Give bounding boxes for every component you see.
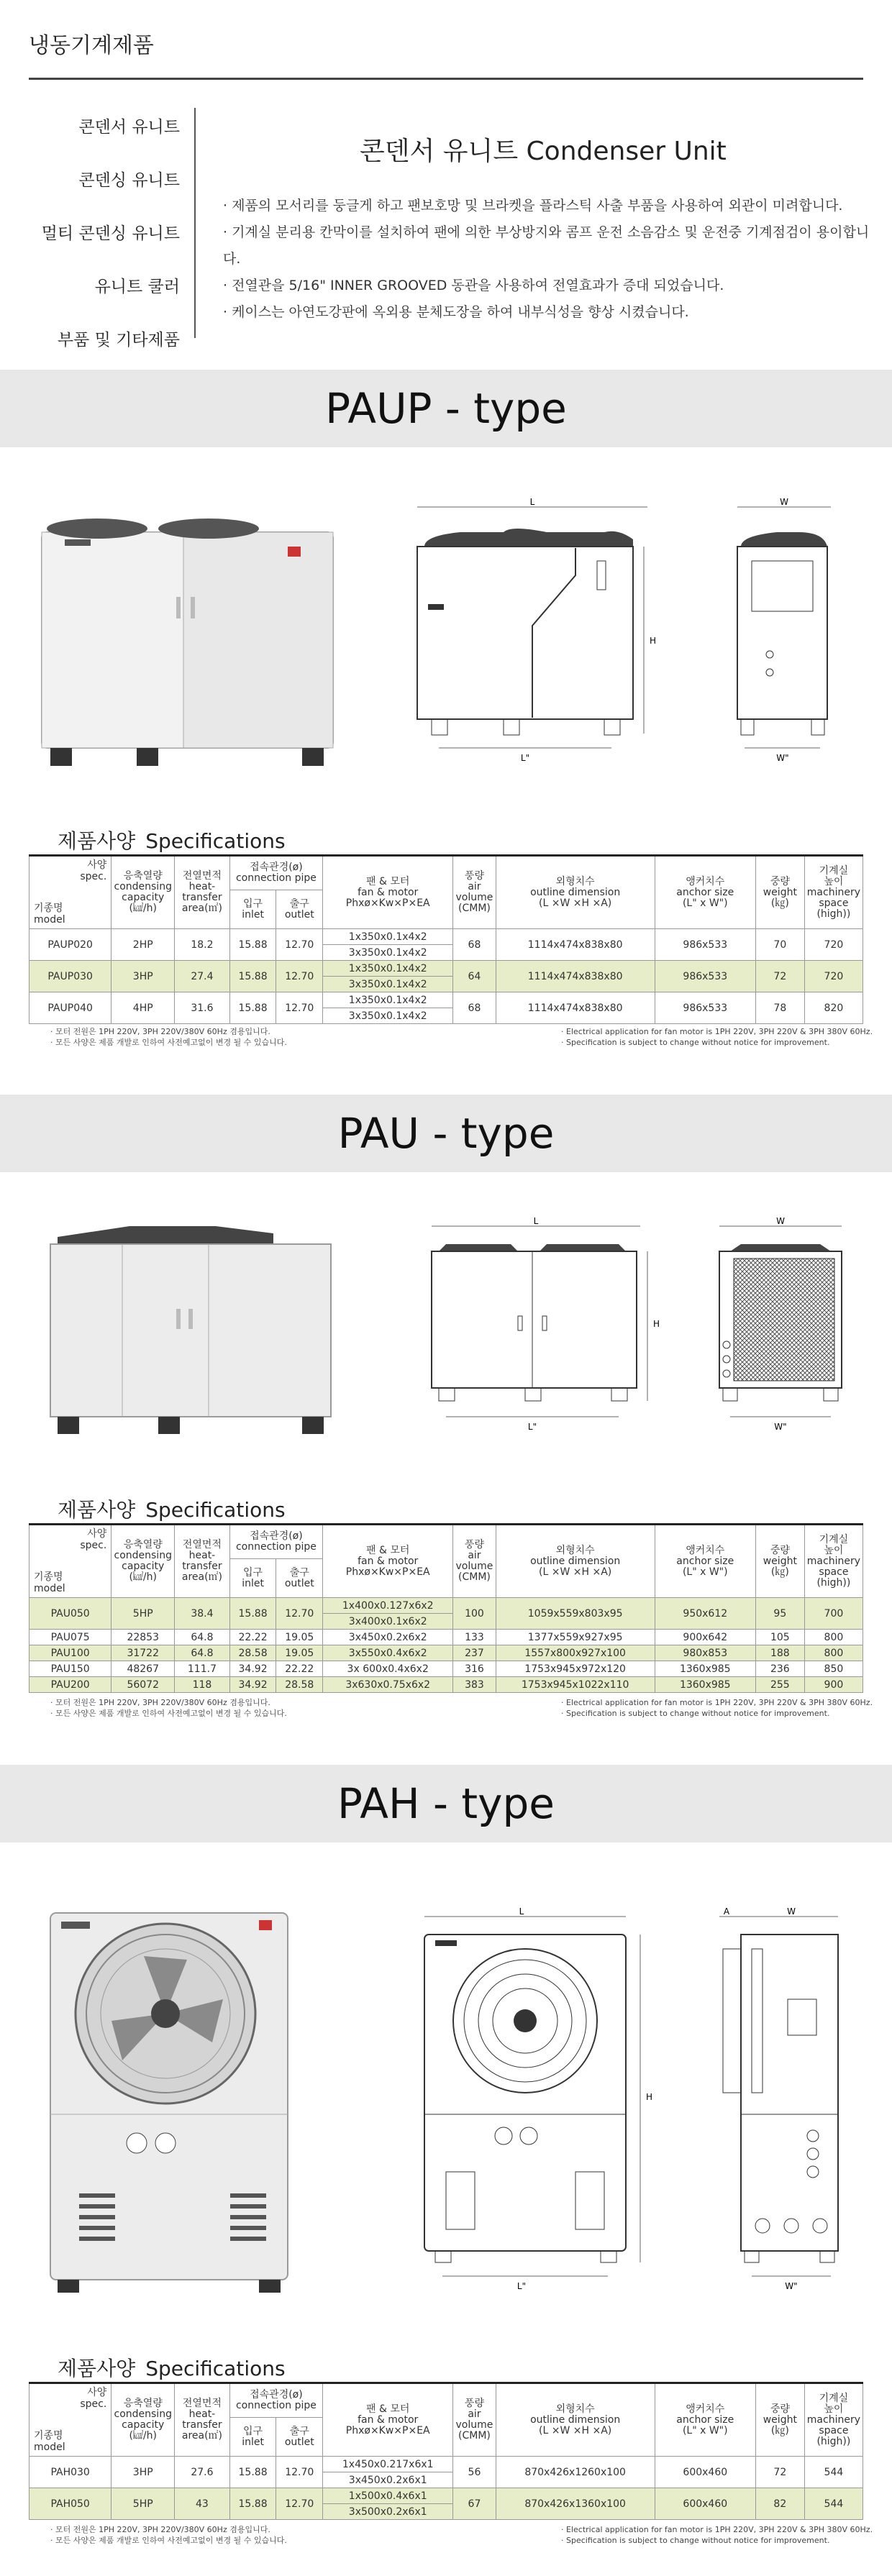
cell-fan-motor: 3x 600x0.4x6x2	[323, 1661, 453, 1677]
cell-capacity: 3HP	[112, 2457, 175, 2488]
paup-product-photo	[29, 489, 352, 777]
note-line: · Electrical application for fan motor is 1PH 220V, 3PH 220V & 3PH 380V 60Hz.	[561, 1698, 873, 1707]
cell-fan-motor: 3x500x0.2x6x1	[323, 2504, 453, 2520]
cell-area: 43	[175, 2488, 230, 2520]
dim-label-l: L	[529, 497, 535, 507]
cell-anchor-size: 900x642	[655, 1630, 755, 1645]
description-line: · 케이스는 아연도강판에 옥외용 분체도장을 하여 내부식성을 향상 시켰습니다.	[223, 304, 689, 320]
cell-area: 27.4	[175, 961, 230, 992]
cell-area: 27.6	[175, 2457, 230, 2488]
cell-weight: 82	[755, 2488, 804, 2520]
cell-anchor-size: 986x533	[655, 929, 755, 961]
header-air: 풍량 air volume (CMM)	[453, 1525, 496, 1598]
pau-product-photo	[29, 1208, 352, 1445]
cell-weight: 255	[755, 1677, 804, 1693]
cell-area: 18.2	[175, 929, 230, 961]
cell-machinery-space: 700	[804, 1598, 863, 1630]
cell-inlet: 15.88	[229, 2488, 276, 2520]
spec-table-pau	[29, 1523, 863, 1693]
pah-front-drawing	[403, 1906, 669, 2308]
spec-table-body	[29, 929, 863, 1024]
table-row	[29, 1661, 863, 1677]
cell-air-volume: 383	[453, 1677, 496, 1693]
table-row	[29, 1630, 863, 1645]
header-fan: 팬 & 모터 fan & motor Phxø×Kw×P×EA	[323, 1525, 453, 1598]
notes-right	[561, 2524, 873, 2546]
spec-heading-ko: 제품사양	[58, 1498, 136, 1522]
cell-anchor-size: 950x612	[655, 1598, 755, 1630]
cell-machinery-space: 720	[804, 961, 863, 992]
cell-capacity: 31722	[112, 1645, 175, 1661]
cell-inlet: 15.88	[229, 992, 276, 1024]
cell-machinery-space: 544	[804, 2488, 863, 2520]
cell-outlet: 12.70	[276, 1598, 323, 1630]
dim-label-a: A	[723, 1906, 730, 1917]
cell-weight: 78	[755, 992, 804, 1024]
dim-label-w: W	[780, 497, 788, 507]
header-anchor: 앵커치수 anchor size (L" x W")	[655, 856, 755, 929]
cell-air-volume: 67	[453, 2488, 496, 2520]
spec-heading-en: Specifications	[145, 2357, 286, 2380]
header-inlet: 입구 inlet	[229, 1559, 276, 1598]
cell-fan-motor: 3x630x0.75x6x2	[323, 1677, 453, 1693]
description-line: · 전열관을 5/16" INNER GROOVED 동관을 사용하여 전열효과가 증대 되었습니다.	[223, 278, 724, 293]
cell-outlet: 12.70	[276, 2488, 323, 2520]
header-outlet: 출구 outlet	[276, 2418, 323, 2457]
cell-outline-dimension: 1059x559x803x95	[496, 1598, 655, 1630]
side-nav-item-condensing-unit[interactable]: 콘덴싱 유니트	[78, 171, 180, 190]
dim-label-wq: W"	[776, 753, 789, 763]
cell-weight: 95	[755, 1598, 804, 1630]
notes-left	[50, 2524, 287, 2546]
header-anchor: 앵커치수 anchor size (L" x W")	[655, 2383, 755, 2457]
header-spec-model	[29, 1525, 112, 1598]
section-title: PAU - type	[337, 1109, 555, 1158]
cell-weight: 105	[755, 1630, 804, 1645]
dim-label-lq: L"	[516, 2281, 527, 2291]
side-nav	[29, 101, 196, 367]
cell-air-volume: 133	[453, 1630, 496, 1645]
spec-heading-en: Specifications	[145, 1498, 286, 1522]
header-capacity: 응축열량 condensing capacity (㎉/h)	[112, 1525, 175, 1598]
cell-inlet: 22.22	[229, 1630, 276, 1645]
cell-anchor-size: 986x533	[655, 992, 755, 1024]
header-capacity: 응축열량 condensing capacity (㎉/h)	[112, 856, 175, 929]
header-dim: 외형치수 outline dimension (L ×W ×H ×A)	[496, 856, 655, 929]
table-row	[29, 2457, 863, 2472]
cell-machinery-space: 544	[804, 2457, 863, 2488]
note-line: · Specification is subject to change without notice for improvement.	[561, 2536, 830, 2545]
cell-machinery-space: 820	[804, 992, 863, 1024]
pah-product-photo	[36, 1899, 324, 2301]
cell-capacity: 5HP	[112, 2488, 175, 2520]
cell-air-volume: 100	[453, 1598, 496, 1630]
cell-fan-motor: 3x350x0.1x4x2	[323, 1008, 453, 1024]
table-row	[29, 2488, 863, 2504]
cell-fan-motor: 3x450x0.2x6x2	[323, 1630, 453, 1645]
dim-label-lq: L"	[520, 753, 530, 763]
cell-fan-motor: 3x350x0.1x4x2	[323, 977, 453, 992]
note-line: · Specification is subject to change without notice for improvement.	[561, 1709, 830, 1718]
paup-side-drawing	[727, 496, 842, 777]
cell-fan-motor: 1x350x0.1x4x2	[323, 929, 453, 945]
cell-capacity: 56072	[112, 1677, 175, 1693]
header-dim: 외형치수 outline dimension (L ×W ×H ×A)	[496, 1525, 655, 1598]
header-pipe: 접속관경(ø) connection pipe	[229, 2383, 322, 2418]
title-divider	[29, 78, 863, 80]
cell-area: 38.4	[175, 1598, 230, 1630]
spec-table-body	[29, 2457, 863, 2520]
cell-area: 31.6	[175, 992, 230, 1024]
header-area: 전열면적 heat- transfer area(㎡)	[175, 1525, 230, 1598]
spec-heading-ko: 제품사양	[58, 2357, 136, 2380]
cell-outline-dimension: 1753x945x1022x110	[496, 1677, 655, 1693]
dim-label-l: L	[533, 1216, 539, 1226]
table-row	[29, 961, 863, 977]
header-pipe: 접속관경(ø) connection pipe	[229, 856, 322, 890]
cell-machinery-space: 850	[804, 1661, 863, 1677]
cell-outline-dimension: 1114x474x838x80	[496, 929, 655, 961]
cell-anchor-size: 600x460	[655, 2488, 755, 2520]
cell-outlet: 19.05	[276, 1645, 323, 1661]
description-line: · 제품의 모서리를 둥글게 하고 팬보호망 및 브라켓을 플라스틱 사출 부품을 사용하여 외관이 미려합니다.	[223, 198, 843, 214]
cell-capacity: 5HP	[112, 1598, 175, 1630]
pah-side-drawing	[712, 1906, 849, 2308]
cell-fan-motor: 1x450x0.217x6x1	[323, 2457, 453, 2472]
header-space: 기계실 높이 machinery space (high))	[804, 1525, 863, 1598]
table-row	[29, 929, 863, 945]
header-air: 풍량 air volume (CMM)	[453, 2383, 496, 2457]
header-outlet: 출구 outlet	[276, 890, 323, 929]
table-row	[29, 992, 863, 1008]
header-fan: 팬 & 모터 fan & motor Phxø×Kw×P×EA	[323, 2383, 453, 2457]
side-nav-divider	[194, 108, 196, 338]
cell-fan-motor: 1x350x0.1x4x2	[323, 961, 453, 977]
cell-area: 64.8	[175, 1630, 230, 1645]
header-inlet: 입구 inlet	[229, 890, 276, 929]
cell-outline-dimension: 1114x474x838x80	[496, 992, 655, 1024]
header-model: 기종명 model	[34, 1571, 65, 1594]
cell-outlet: 12.70	[276, 2457, 323, 2488]
cell-outlet: 12.70	[276, 961, 323, 992]
header-air: 풍량 air volume (CMM)	[453, 856, 496, 929]
cell-model: PAUP040	[29, 992, 112, 1024]
product-description	[223, 193, 870, 326]
cell-model: PAU075	[29, 1630, 112, 1645]
header-capacity: 응축열량 condensing capacity (㎉/h)	[112, 2383, 175, 2457]
cell-inlet: 34.92	[229, 1661, 276, 1677]
cell-model: PAUP030	[29, 961, 112, 992]
cell-model: PAU150	[29, 1661, 112, 1677]
header-spec: 사양 spec.	[80, 1528, 107, 1551]
cell-outline-dimension: 1377x559x927x95	[496, 1630, 655, 1645]
section-band-pah	[0, 1765, 892, 1842]
section-band-pau	[0, 1095, 892, 1172]
note-line: · 모든 사양은 제품 개발로 인하여 사전예고없이 변경 될 수 있습니다.	[50, 1038, 287, 1047]
header-area: 전열면적 heat- transfer area(㎡)	[175, 2383, 230, 2457]
table-row	[29, 1598, 863, 1614]
notes-left	[50, 1697, 287, 1719]
cell-fan-motor: 3x550x0.4x6x2	[323, 1645, 453, 1661]
cell-weight: 236	[755, 1661, 804, 1677]
header-weight: 중량 weight (㎏)	[755, 856, 804, 929]
spec-heading-en: Specifications	[145, 829, 286, 853]
note-line: · 모터 전원은 1PH 220V, 3PH 220V/380V 60Hz 겸용입니다.	[50, 2525, 270, 2534]
cell-model: PAUP020	[29, 929, 112, 961]
notes-right	[561, 1697, 873, 1719]
note-line: · Electrical application for fan motor is 1PH 220V, 3PH 220V & 3PH 380V 60Hz.	[561, 1027, 873, 1036]
note-line: · 모터 전원은 1PH 220V, 3PH 220V/380V 60Hz 겸용입니다.	[50, 1698, 270, 1707]
header-space: 기계실 높이 machinery space (high))	[804, 2383, 863, 2457]
side-nav-item-multi-condensing-unit[interactable]: 멀티 콘덴싱 유니트	[41, 224, 180, 243]
description-line: · 기계실 분리용 칸막이를 설치하여 팬에 의한 부상방지와 콤프 운전 소음감소 및 운전중 기계점검이 용이합니다.	[223, 224, 870, 267]
cell-air-volume: 68	[453, 992, 496, 1024]
cell-inlet: 34.92	[229, 1677, 276, 1693]
spec-table-pah	[29, 2382, 863, 2520]
cell-outline-dimension: 1753x945x972x120	[496, 1661, 655, 1677]
header-spec: 사양 spec.	[80, 2387, 107, 2410]
header-weight: 중량 weight (㎏)	[755, 1525, 804, 1598]
dim-label-wq: W"	[785, 2281, 798, 2291]
note-line: · Specification is subject to change without notice for improvement.	[561, 1038, 830, 1047]
cell-outlet: 19.05	[276, 1630, 323, 1645]
cell-model: PAU100	[29, 1645, 112, 1661]
cell-weight: 188	[755, 1645, 804, 1661]
cell-outline-dimension: 1114x474x838x80	[496, 961, 655, 992]
side-nav-item-unit-cooler[interactable]: 유니트 쿨러	[94, 278, 180, 296]
pau-side-drawing	[712, 1215, 849, 1438]
cell-capacity: 3HP	[112, 961, 175, 992]
dim-label-h: H	[653, 1319, 660, 1329]
dim-label-h: H	[646, 2092, 653, 2102]
section-title: PAH - type	[337, 1779, 555, 1828]
cell-air-volume: 56	[453, 2457, 496, 2488]
header-fan: 팬 & 모터 fan & motor Phxø×Kw×P×EA	[323, 856, 453, 929]
dim-label-w: W	[787, 1906, 796, 1917]
cell-weight: 70	[755, 929, 804, 961]
cell-air-volume: 64	[453, 961, 496, 992]
spec-heading	[58, 2353, 286, 2382]
paup-front-drawing	[403, 496, 662, 777]
note-line: · Electrical application for fan motor is 1PH 220V, 3PH 220V & 3PH 380V 60Hz.	[561, 2525, 873, 2534]
side-nav-item-condenser-unit[interactable]: 콘덴서 유니트	[78, 118, 180, 137]
spec-heading	[58, 1494, 286, 1523]
cell-fan-motor: 1x350x0.1x4x2	[323, 992, 453, 1008]
cell-inlet: 15.88	[229, 1598, 276, 1630]
spec-heading-ko: 제품사양	[58, 829, 136, 853]
notes-left	[50, 1026, 287, 1048]
cell-outlet: 12.70	[276, 992, 323, 1024]
note-line: · 모든 사양은 제품 개발로 인하여 사전예고없이 변경 될 수 있습니다.	[50, 1709, 287, 1718]
dim-label-l: L	[519, 1906, 524, 1917]
cell-model: PAU200	[29, 1677, 112, 1693]
cell-capacity: 2HP	[112, 929, 175, 961]
note-line: · 모든 사양은 제품 개발로 인하여 사전예고없이 변경 될 수 있습니다.	[50, 2536, 287, 2545]
header-model: 기종명 model	[34, 903, 65, 926]
note-line: · 모터 전원은 1PH 220V, 3PH 220V/380V 60Hz 겸용입니다.	[50, 1027, 270, 1036]
header-dim: 외형치수 outline dimension (L ×W ×H ×A)	[496, 2383, 655, 2457]
cell-machinery-space: 800	[804, 1630, 863, 1645]
unit-title: 콘덴서 유니트 Condenser Unit	[360, 137, 727, 166]
header-anchor: 앵커치수 anchor size (L" x W")	[655, 1525, 755, 1598]
spec-heading	[58, 826, 286, 854]
dim-label-wq: W"	[774, 1422, 787, 1432]
cell-capacity: 22853	[112, 1630, 175, 1645]
dim-label-h: H	[650, 636, 657, 646]
table-row	[29, 1645, 863, 1661]
cell-area: 118	[175, 1677, 230, 1693]
cell-model: PAU050	[29, 1598, 112, 1630]
cell-outline-dimension: 870x426x1360x100	[496, 2488, 655, 2520]
cell-machinery-space: 900	[804, 1677, 863, 1693]
cell-fan-motor: 1x400x0.127x6x2	[323, 1598, 453, 1614]
header-inlet: 입구 inlet	[229, 2418, 276, 2457]
spec-table-paup	[29, 854, 863, 1024]
section-title: PAUP - type	[325, 384, 567, 433]
cell-outlet: 22.22	[276, 1661, 323, 1677]
header-area: 전열면적 heat- transfer area(㎡)	[175, 856, 230, 929]
cell-inlet: 28.58	[229, 1645, 276, 1661]
dim-label-lq: L"	[527, 1422, 537, 1432]
spec-table-body	[29, 1598, 863, 1693]
cell-model: PAH030	[29, 2457, 112, 2488]
cell-machinery-space: 800	[804, 1645, 863, 1661]
cell-inlet: 15.88	[229, 929, 276, 961]
header-model: 기종명 model	[34, 2430, 65, 2453]
cell-air-volume: 237	[453, 1645, 496, 1661]
cell-area: 111.7	[175, 1661, 230, 1677]
cell-outline-dimension: 870x426x1260x100	[496, 2457, 655, 2488]
page-title: 냉동기계제품	[29, 33, 154, 58]
table-row	[29, 1677, 863, 1693]
cell-outlet: 28.58	[276, 1677, 323, 1693]
cell-anchor-size: 986x533	[655, 961, 755, 992]
header-outlet: 출구 outlet	[276, 1559, 323, 1598]
notes-right	[561, 1026, 873, 1048]
cell-area: 64.8	[175, 1645, 230, 1661]
section-band-paup	[0, 370, 892, 447]
header-spec-model	[29, 2383, 112, 2457]
cell-anchor-size: 980x853	[655, 1645, 755, 1661]
side-nav-item-parts-etc[interactable]: 부품 및 기타제품	[57, 331, 180, 350]
cell-weight: 72	[755, 2457, 804, 2488]
cell-fan-motor: 1x500x0.4x6x1	[323, 2488, 453, 2504]
cell-inlet: 15.88	[229, 961, 276, 992]
header-spec-model	[29, 856, 112, 929]
pau-front-drawing	[424, 1215, 669, 1438]
header-pipe: 접속관경(ø) connection pipe	[229, 1525, 322, 1559]
cell-model: PAH050	[29, 2488, 112, 2520]
cell-fan-motor: 3x400x0.1x6x2	[323, 1614, 453, 1630]
dim-label-w: W	[776, 1216, 785, 1226]
cell-weight: 72	[755, 961, 804, 992]
cell-air-volume: 316	[453, 1661, 496, 1677]
cell-capacity: 4HP	[112, 992, 175, 1024]
cell-anchor-size: 1360x985	[655, 1677, 755, 1693]
header-space: 기계실 높이 machinery space (high))	[804, 856, 863, 929]
cell-anchor-size: 1360x985	[655, 1661, 755, 1677]
cell-fan-motor: 3x350x0.1x4x2	[323, 945, 453, 961]
cell-anchor-size: 600x460	[655, 2457, 755, 2488]
cell-fan-motor: 3x450x0.2x6x1	[323, 2472, 453, 2488]
cell-machinery-space: 720	[804, 929, 863, 961]
cell-inlet: 15.88	[229, 2457, 276, 2488]
cell-outline-dimension: 1557x800x927x100	[496, 1645, 655, 1661]
header-spec: 사양 spec.	[80, 859, 107, 882]
cell-outlet: 12.70	[276, 929, 323, 961]
header-weight: 중량 weight (㎏)	[755, 2383, 804, 2457]
cell-capacity: 48267	[112, 1661, 175, 1677]
cell-air-volume: 68	[453, 929, 496, 961]
